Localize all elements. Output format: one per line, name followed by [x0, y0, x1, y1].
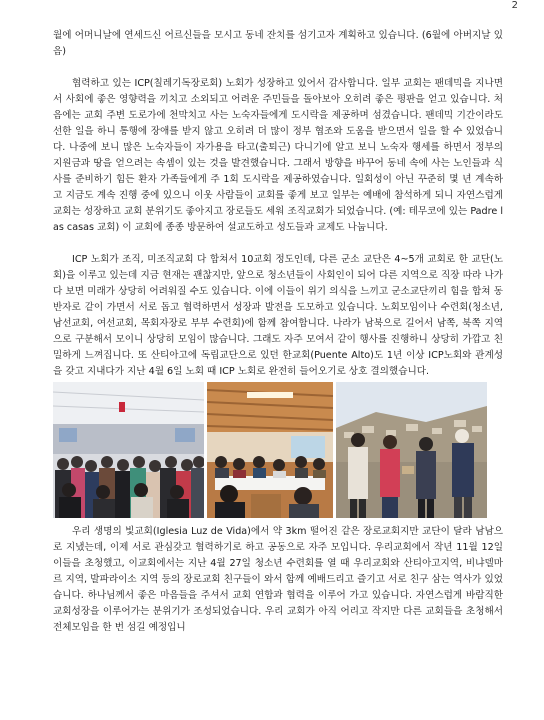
- outdoor-group-photo: [336, 382, 487, 518]
- church-gathering-photo: [53, 382, 204, 518]
- paragraph-1: 월에 어머니날에 연세드신 어르신들을 모시고 동네 잔치를 섬기고자 계획하고 있습니다. (6월에 아버지날 있음): [53, 30, 503, 57]
- paragraph-3: ICP 노회가 조직, 미조직교회 다 합쳐서 10교회 정도인데, 다른 군소 교단은 4~5개 교회로 한 교단(노회)을 이루고 있는데 지금 현재는 괜찮지만, 앞으로 청소년들이 사회인이 되어 다른 지역으로 직장 따라 나가다 보면 미래가 상당히 어려워질 수도 있습니다. 이에 이들이 위기 의식을 느끼고 군소교단끼리 힘을 합쳐 동반자로 같이 가면서 서로 돕고 협력하면서 성장과 발전을 도모하고 있습니다. 노회모임이나 수련회(청소년, 남선교회, 여선교회, 목회자장로 부부 수련회)에 함께 참여합니다. 나라가 남북으로 길어서 남쪽, 북쪽 지역으로 구분해서 모이니 상당히 모임이 많습니다. 그래도 자주 모여서 같이 행사를 진행하니 상당히 가깝고 친밀하게 느껴집니다. 또 산티아고에 독립교단으로 있던 한교회(Puente Alto)도 1년 이상 ICP노회와 관계성을 갖고 지내다가 지난 4월 6일 노회 때 ICP 노회로 완전히 들어오기로 상호 결의했습니다.: [53, 254, 503, 377]
- photo-strip: [53, 382, 503, 518]
- letter-body: [53, 28, 503, 636]
- paragraph-2: 협력하고 있는 ICP(칠레기독장로회) 노회가 성장하고 있어서 감사합니다. 일부 교회는 팬데믹을 지나면서 사회에 좋은 영향력을 끼치고 소외되고 어려운 주민들을 돌아보아 오히려 좋은 평판을 얻고 있습니다. 처음에는 교회 주변 도로가에 천막치고 사는 노숙자들에게 도시락을 제공하며 섬겼습니다. 팬데믹 기간이라도 선한 일을 하니 통행에 장애를 받지 않고 오히려 더 많이 정부 협조와 도움을 받으면서 일을 할 수 있었습니다. 나중에 보니 많은 노숙자들이 자가용을 타고(출퇴근) 다니기에 알고 보니 노숙자 행세를 하면서 정부의 지원금과 땅을 얻으려는 속셈이 있는 것을 발견했습니다. 그래서 방향을 바꾸어 동네 속에 사는 노인들과 식사를 준비하기 힘든 환자 가족들에게 주 1회 도시락을 제공하였습니다. 일회성이 아닌 꾸준히 몇 년 계속하고 지금도 계속 진행 중에 있으니 이웃 사람들이 교회를 좋게 보고 일부는 예배에 참석하게 되니 자연스럽게 교회는 성장하고 교회 분위기도 좋아지고 장로들도 세워 조직교회가 되었습니다. (예: 테무코에 있는 Padre las casas 교회) 이 교회에 종종 방문하여 설교도하고 성도들과 교제도 나눕니다.: [53, 78, 503, 233]
- page-number: 2: [511, 0, 518, 11]
- fellowship-meal-photo: [207, 382, 333, 518]
- paragraph-4: 우리 생명의 빛교회(Iglesia Luz de Vida)에서 약 3km 떨어진 같은 장로교회지만 교단이 달라 남남으로 지냈는데, 이제 서로 관심갖고 협력하기로 하고 공동으로 자주 모입니다. 우리교회에서 작년 11월 12일 이들을 초청했고, 이교회에서는 지난 4월 27일 청소년 수련회를 열 때 우리교회와 산티아고지역, 비냐델마르 지역, 발파라이소 지역 등의 장로교회 친구들이 와서 함께 예배드리고 즐기고 서로 친구 삼는 역사가 있었습니다. 하나님께서 좋은 마음들을 주셔서 교회 연합과 협력을 이루어 가고 있습니다. 자연스럽게 바람직한 교회성장을 이루어가는 분위기가 조성되었습니다. 우리 교회가 아직 어리고 작지만 다른 교회들을 초청해서 전체모임을 한 번 섬길 예정입니: [53, 526, 503, 633]
